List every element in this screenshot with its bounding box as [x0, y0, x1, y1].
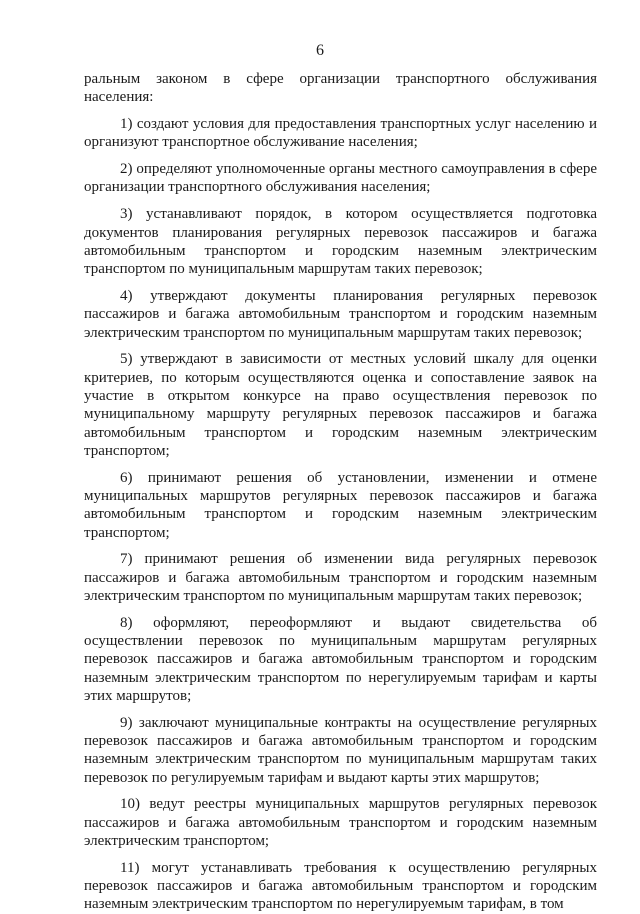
list-item-11: 11) могут устанавливать требования к осуществлению регулярных перевозок пассажиров и багажа автомобильным транспортом и городским наземным электрическим транспортом по нерегулируемым тарифам, в том	[84, 859, 597, 913]
list-item-10: 10) ведут реестры муниципальных маршрутов регулярных перевозок пассажиров и багажа автомобильным транспортом и городским наземным электрическим транспортом;	[84, 796, 597, 849]
document-body	[84, 70, 597, 914]
list-item-1: 1) создают условия для предоставления транспортных услуг населению и организуют транспортное обслуживание населения;	[84, 116, 597, 151]
list-item-8: 8) оформляют, переоформляют и выдают свидетельства об осуществлении перевозок по муниципальным маршрутам регулярных перевозок пассажиров и багажа автомобильным транспортом и городским наземным электрическим транспортом по нерегулируемым тарифам и карты этих маршрутов;	[84, 614, 597, 704]
list-item-7: 7) принимают решения об изменении вида регулярных перевозок пассажиров и багажа автомобильным транспортом и городским наземным электрическим транспортом по муниципальным маршрутам таких перевозок;	[84, 551, 597, 604]
list-item-4: 4) утверждают документы планирования регулярных перевозок пассажиров и багажа автомобильным транспортом и городским наземным электрическим транспортом по муниципальным маршрутам таких перевозок;	[84, 287, 597, 341]
list-item-2: 2) определяют уполномоченные органы местного самоуправления в сфере организации транспортного обслуживания населения;	[84, 161, 597, 196]
list-item-6: 6) принимают решения об установлении, изменении и отмене муниципальных маршрутов регулярных перевозок пассажиров и багажа автомобильным транспортом и городским наземным электрическим транспортом;	[84, 469, 597, 541]
list-item-9: 9) заключают муниципальные контракты на осуществление регулярных перевозок пассажиров и багажа автомобильным транспортом и городским наземным электрическим транспортом по муниципальным маршрутам таких перевозок по регулируемым тарифам и выдают карты этих маршрутов;	[84, 714, 597, 786]
list-item-3: 3) устанавливают порядок, в котором осуществляется подготовка документов планирования регулярных перевозок пассажиров и багажа автомобильным транспортом и городским наземным электрическим транспортом по муниципальным маршрутам таких перевозок;	[84, 206, 597, 278]
list-item-5: 5) утверждают в зависимости от местных условий шкалу для оценки критериев, по которым осуществляются оценка и сопоставление заявок на участие в открытом конкурсе на право осуществления перевозок по муниципальному маршруту регулярных перевозок пассажиров и багажа автомобильным транспортом и городским наземным электрическим транспортом;	[84, 351, 597, 459]
paragraph-continuation: ральным законом в сфере организации транспортного обслуживания населения:	[84, 71, 597, 106]
page-number: 6	[316, 42, 324, 59]
